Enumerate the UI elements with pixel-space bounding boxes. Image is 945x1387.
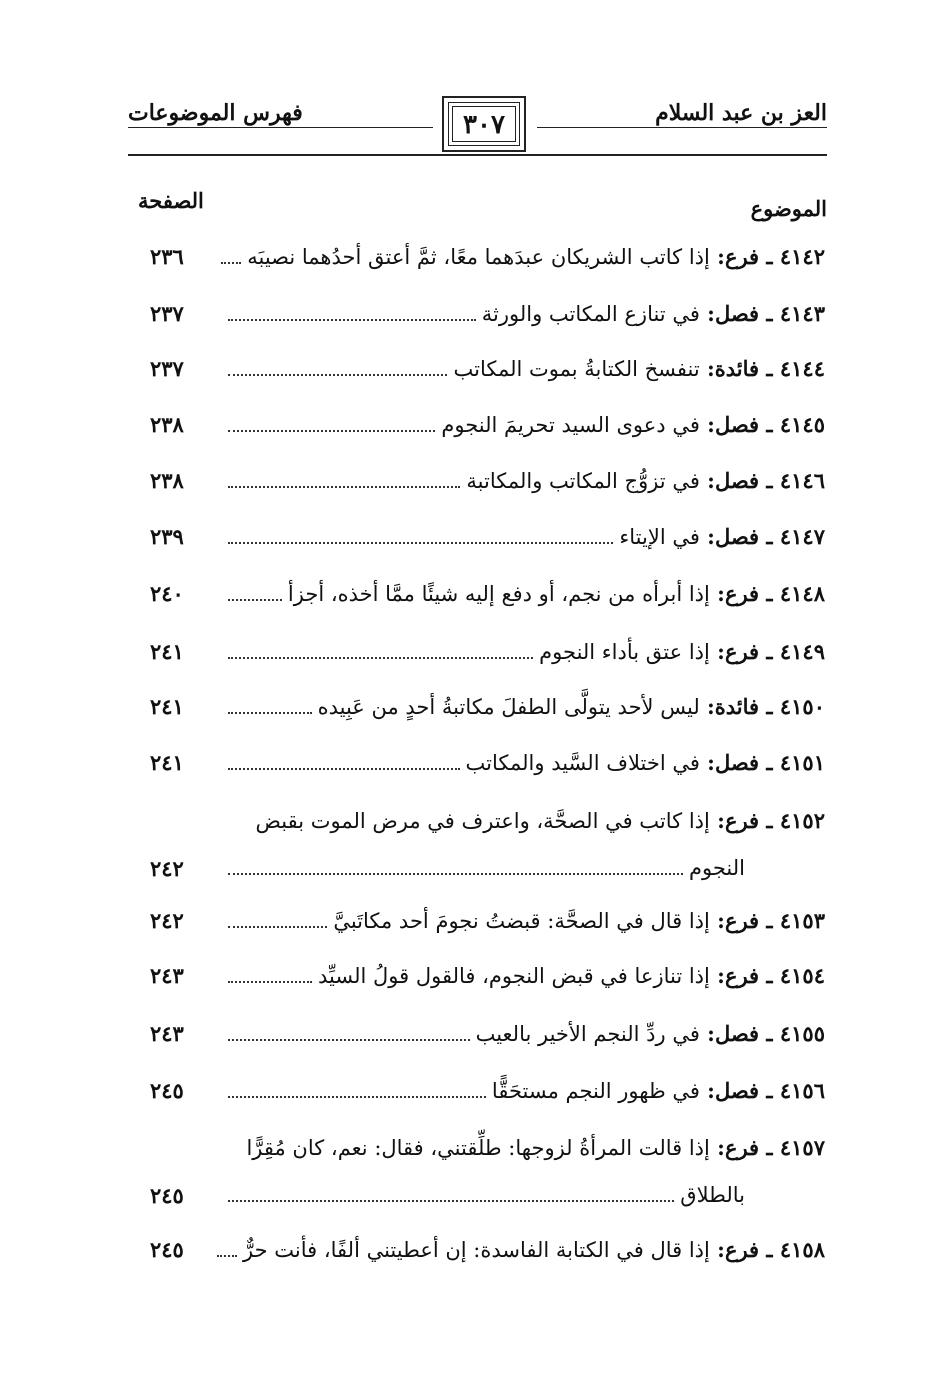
dot-leader <box>221 262 241 264</box>
entry-title: ٤١٤٩ ـ فرع: إذا عتق بأداء النجوم <box>539 639 825 664</box>
entry-number-kind: ٤١٥٧ ـ فرع: <box>709 1135 825 1160</box>
toc-entry[interactable] <box>130 963 825 1003</box>
entry-title: ٤١٤٢ ـ فرع: إذا كاتب الشريكان عبدَهما معًا، ثمَّ أعتق أحدُهما نصيبَه <box>247 244 825 269</box>
toc-entry[interactable] <box>130 908 825 948</box>
dot-leader <box>228 319 476 321</box>
entry-line <box>222 524 825 560</box>
toc-entry[interactable] <box>130 1237 825 1277</box>
toc-entry[interactable] <box>130 412 825 452</box>
dot-leader <box>228 712 312 714</box>
entry-page-number: ٢٣٨ <box>150 468 184 493</box>
entry-number-kind: ٤١٤٧ ـ فصل: <box>699 524 825 549</box>
entry-page-number: ٢٤٢ <box>150 908 184 933</box>
entry-title: ٤١٥٢ ـ فرع: إذا كاتب في الصحَّة، واعترف في مرض الموت بقبض <box>255 808 825 833</box>
entry-page-number: ٢٤٥ <box>150 1183 184 1208</box>
entry-page-number: ٢٣٦ <box>150 244 184 269</box>
entry-line <box>222 244 825 280</box>
entry-title: ٤١٥٤ ـ فرع: إذا تنازعا في قبض النجوم، فالقول قولُ السيِّد <box>318 963 825 988</box>
entry-number-kind: ٤١٤٨ ـ فرع: <box>709 581 825 606</box>
entry-continuation-line <box>222 856 825 881</box>
entry-number-kind: ٤١٥٦ ـ فصل: <box>699 1078 825 1103</box>
toc-entry[interactable] <box>130 694 825 734</box>
entry-title: ٤١٤٧ ـ فصل: في الإيتاء <box>619 524 825 549</box>
entry-page-number: ٢٤٢ <box>150 856 184 881</box>
entry-title: ٤١٥٣ ـ فرع: إذا قال في الصحَّة: قبضتُ نجومَ أحد مكاتَبيَّ <box>333 908 825 933</box>
entry-page-number: ٢٤٣ <box>150 963 184 988</box>
entry-number-kind: ٤١٥٢ ـ فرع: <box>709 808 825 833</box>
entry-number-kind: ٤١٤٣ ـ فصل: <box>699 301 825 326</box>
entry-line <box>222 1237 825 1273</box>
entry-line <box>222 1135 825 1171</box>
entry-line <box>222 694 825 730</box>
entry-number-kind: ٤١٤٤ ـ فائدة: <box>699 356 825 381</box>
entry-number-kind: ٤١٤٩ ـ فرع: <box>709 639 825 664</box>
entry-line <box>222 639 825 675</box>
page-number: ٣٠٧ <box>463 110 505 140</box>
dot-leader <box>217 1255 237 1257</box>
header-rule <box>128 154 827 156</box>
toc-entry[interactable] <box>130 356 825 396</box>
entry-line <box>222 301 825 337</box>
dot-leader <box>228 926 327 928</box>
toc-entry[interactable] <box>130 468 825 508</box>
entry-page-number: ٢٤٥ <box>150 1078 184 1103</box>
entry-number-kind: ٤١٥٣ ـ فرع: <box>709 908 825 933</box>
entry-title: ٤١٥٥ ـ فصل: في ردِّ النجم الأخير بالعيب <box>475 1021 825 1046</box>
entry-page-number: ٢٤١ <box>150 639 184 664</box>
topic-column-heading: الموضوع <box>750 196 827 221</box>
entry-line <box>222 356 825 392</box>
entry-line <box>222 468 825 504</box>
entry-number-kind: ٤١٥٠ ـ فائدة: <box>699 694 825 719</box>
dot-leader <box>228 1039 470 1041</box>
entry-page-number: ٢٤١ <box>150 750 184 775</box>
entry-line <box>222 908 825 944</box>
entry-title: ٤١٥٧ ـ فرع: إذا قالت المرأةُ لزوجها: طلِّقتني، فقال: نعم، كان مُقِرًّا <box>246 1135 825 1160</box>
entry-number-kind: ٤١٥٤ ـ فرع: <box>709 963 825 988</box>
dot-leader <box>228 981 312 983</box>
page-column-heading: الصفحة <box>138 188 204 213</box>
header-rule-right <box>537 127 827 128</box>
toc-entry[interactable] <box>130 808 825 881</box>
entry-page-number: ٢٣٩ <box>150 524 184 549</box>
entry-page-number: ٢٣٧ <box>150 356 184 381</box>
dot-leader <box>228 1200 674 1202</box>
toc-entry[interactable] <box>130 524 825 564</box>
toc-entry[interactable] <box>130 1135 825 1208</box>
entry-continuation: النجوم <box>689 856 745 880</box>
toc-entry[interactable] <box>130 581 825 621</box>
entry-number-kind: ٤١٥١ ـ فصل: <box>699 750 825 775</box>
entry-number-kind: ٤١٤٥ ـ فصل: <box>699 412 825 437</box>
dot-leader <box>228 542 613 544</box>
entry-title: ٤١٤٦ ـ فصل: في تزوُّج المكاتب والمكاتبة <box>466 468 825 493</box>
toc-entry[interactable] <box>130 1078 825 1118</box>
entry-title: ٤١٥٨ ـ فرع: إذا قال في الكتابة الفاسدة: إن أعطيتني ألفًا، فأنت حرٌّ <box>243 1237 825 1262</box>
header-rule-left <box>128 127 433 128</box>
entry-number-kind: ٤١٤٦ ـ فصل: <box>699 468 825 493</box>
entry-title: ٤١٤٤ ـ فائدة: تنفسخ الكتابةُ بموت المكاتب <box>453 356 825 381</box>
dot-leader <box>228 486 460 488</box>
entry-line <box>222 581 825 617</box>
toc-entry[interactable] <box>130 639 825 679</box>
entry-number-kind: ٤١٥٨ ـ فرع: <box>709 1237 825 1262</box>
entry-number-kind: ٤١٥٥ ـ فصل: <box>699 1021 825 1046</box>
entry-page-number: ٢٤٥ <box>150 1237 184 1262</box>
entry-line <box>222 1021 825 1057</box>
dot-leader <box>228 873 683 875</box>
page-number-frame <box>442 96 526 152</box>
dot-leader <box>228 768 460 770</box>
book-title: العز بن عبد السلام <box>655 100 827 126</box>
toc-entry[interactable] <box>130 750 825 790</box>
entry-number-kind: ٤١٤٢ ـ فرع: <box>709 244 825 269</box>
dot-leader <box>228 657 533 659</box>
dot-leader <box>228 374 447 376</box>
entry-title: ٤١٤٨ ـ فرع: إذا أبرأه من نجم، أو دفع إليه شيئًا ممَّا أخذه، أجزأ <box>287 581 825 606</box>
entry-continuation-line <box>222 1183 825 1208</box>
toc-entry[interactable] <box>130 1021 825 1061</box>
entry-line <box>222 963 825 999</box>
entry-page-number: ٢٤٣ <box>150 1021 184 1046</box>
entry-line <box>222 1078 825 1114</box>
entry-page-number: ٢٤١ <box>150 694 184 719</box>
entry-line <box>222 808 825 844</box>
dot-leader <box>228 430 435 432</box>
entry-page-number: ٢٣٧ <box>150 301 184 326</box>
entry-line <box>222 412 825 448</box>
section-title: فهرس الموضوعات <box>128 100 303 126</box>
entry-title: ٤١٤٣ ـ فصل: في تنازع المكاتب والورثة <box>481 301 825 326</box>
entry-title: ٤١٥٠ ـ فائدة: ليس لأحد يتولَّى الطفلَ مكاتبةُ أحدٍ من عَبِيده <box>317 694 825 719</box>
entry-title: ٤١٤٥ ـ فصل: في دعوى السيد تحريمَ النجوم <box>441 412 825 437</box>
dot-leader <box>228 1096 486 1098</box>
dot-leader <box>228 599 282 601</box>
entry-title: ٤١٥١ ـ فصل: في اختلاف السَّيد والمكاتب <box>465 750 825 775</box>
entry-line <box>222 750 825 786</box>
page-header <box>128 96 827 158</box>
entry-title: ٤١٥٦ ـ فصل: في ظهور النجم مستحَقًّا <box>491 1078 825 1103</box>
entry-continuation: بالطلاق <box>680 1183 745 1207</box>
entry-page-number: ٢٤٠ <box>150 581 184 606</box>
entry-page-number: ٢٣٨ <box>150 412 184 437</box>
toc-entry[interactable] <box>130 301 825 341</box>
toc-entry[interactable] <box>130 244 825 284</box>
